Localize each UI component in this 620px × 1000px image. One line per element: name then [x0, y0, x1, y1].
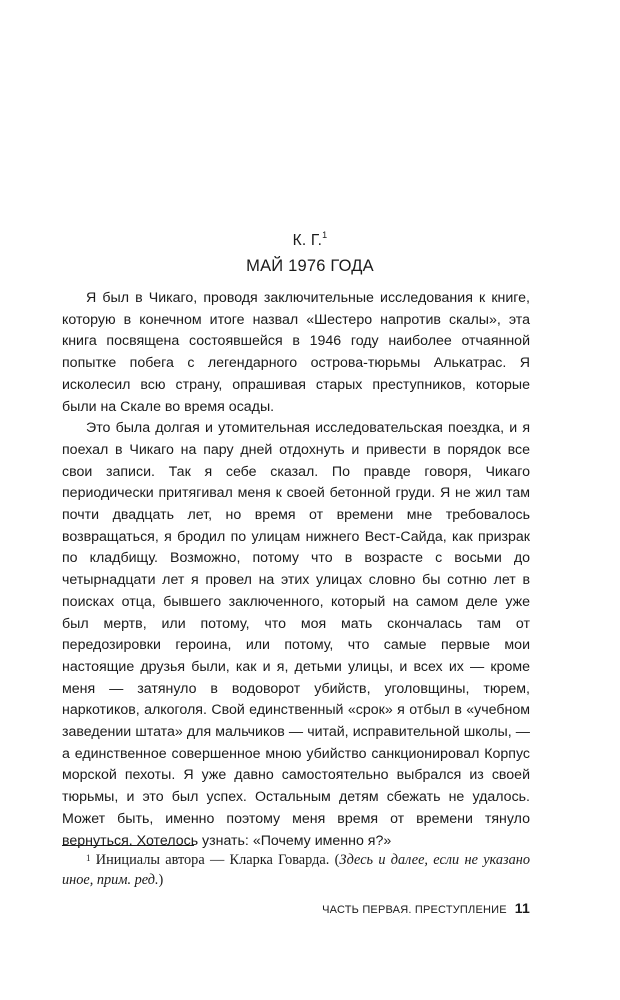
footnote-divider — [62, 845, 194, 846]
section-title: ЧАСТЬ ПЕРВАЯ. ПРЕСТУПЛЕНИЕ — [322, 904, 507, 916]
paragraph-1: Я был в Чикаго, проводя заключительные исследования к книге, которую в конечном итоге назвал «Шестеро напротив скалы», эта книга посвящена состоявшейся в 1946 году наиболее отчаянной попытке побега с легендарного острова-тюрьмы Алькатрас. Я исколесил всю страну, опрашивая старых преступников, которые были на Скале во время осады. — [62, 290, 530, 415]
page-number: 11 — [514, 900, 530, 916]
footnote-number: 1 — [86, 853, 91, 863]
chapter-initials — [0, 232, 620, 250]
initials-text: К. Г. — [292, 232, 323, 249]
running-footer — [62, 900, 530, 916]
footnote-italic-note: Здесь и далее, если не указано иное, прим. ред. — [62, 852, 530, 888]
paragraph-2: Это была долгая и утомительная исследовательская поездка, и я поехал в Чикаго на пару дней отдохнуть и привести в порядок все свои записи. Так я себе сказал. По правде говоря, Чикаго периодически притягивал меня к своей бетонной груди. Я не жил там почти двадцать лет, но время от времени мне требовалось возвращаться, я бродил по улицам нижнего Вест-Сайда, как призрак по кладбищу. Возможно, потому что в возрасте с восьми до четырнадцати лет я провел на этих улицах словно бы сотню лет в поисках отца, бывшего заключенного, который на самом деле уже был мертв, или потому, что моя мать скончалась там от передозировки героина, или потому, что самые первые мои настоящие друзья были, как и я, детьми улицы, и всех их — кроме меня — затянуло в водоворот убийств, уголовщины, тюрем, наркотиков, алкоголя. Свой единственный «срок» я отбыл в «учебном заведении штата» для мальчиков — читай, исправительной школы, — а единственное совершенное мною убийство санкционировал Корпус морской пехоты. Я уже давно самостоятельно выбрался из своей тюрьмы, и это был успех. Остальным детям сбежать не удалось. Может быть, именно поэтому меня время от времени тянуло вернуться. Хотелось узнать: «Почему именно я?» — [62, 420, 530, 849]
footnote-marker[interactable]: 1 — [322, 230, 328, 240]
footnote-text: Инициалы автора — Кларка Говарда. ( — [95, 852, 340, 868]
footnote — [62, 850, 530, 890]
body-text — [62, 288, 530, 852]
chapter-date-heading: МАЙ 1976 ГОДА — [246, 257, 374, 275]
footnote-closing: ) — [158, 872, 164, 888]
